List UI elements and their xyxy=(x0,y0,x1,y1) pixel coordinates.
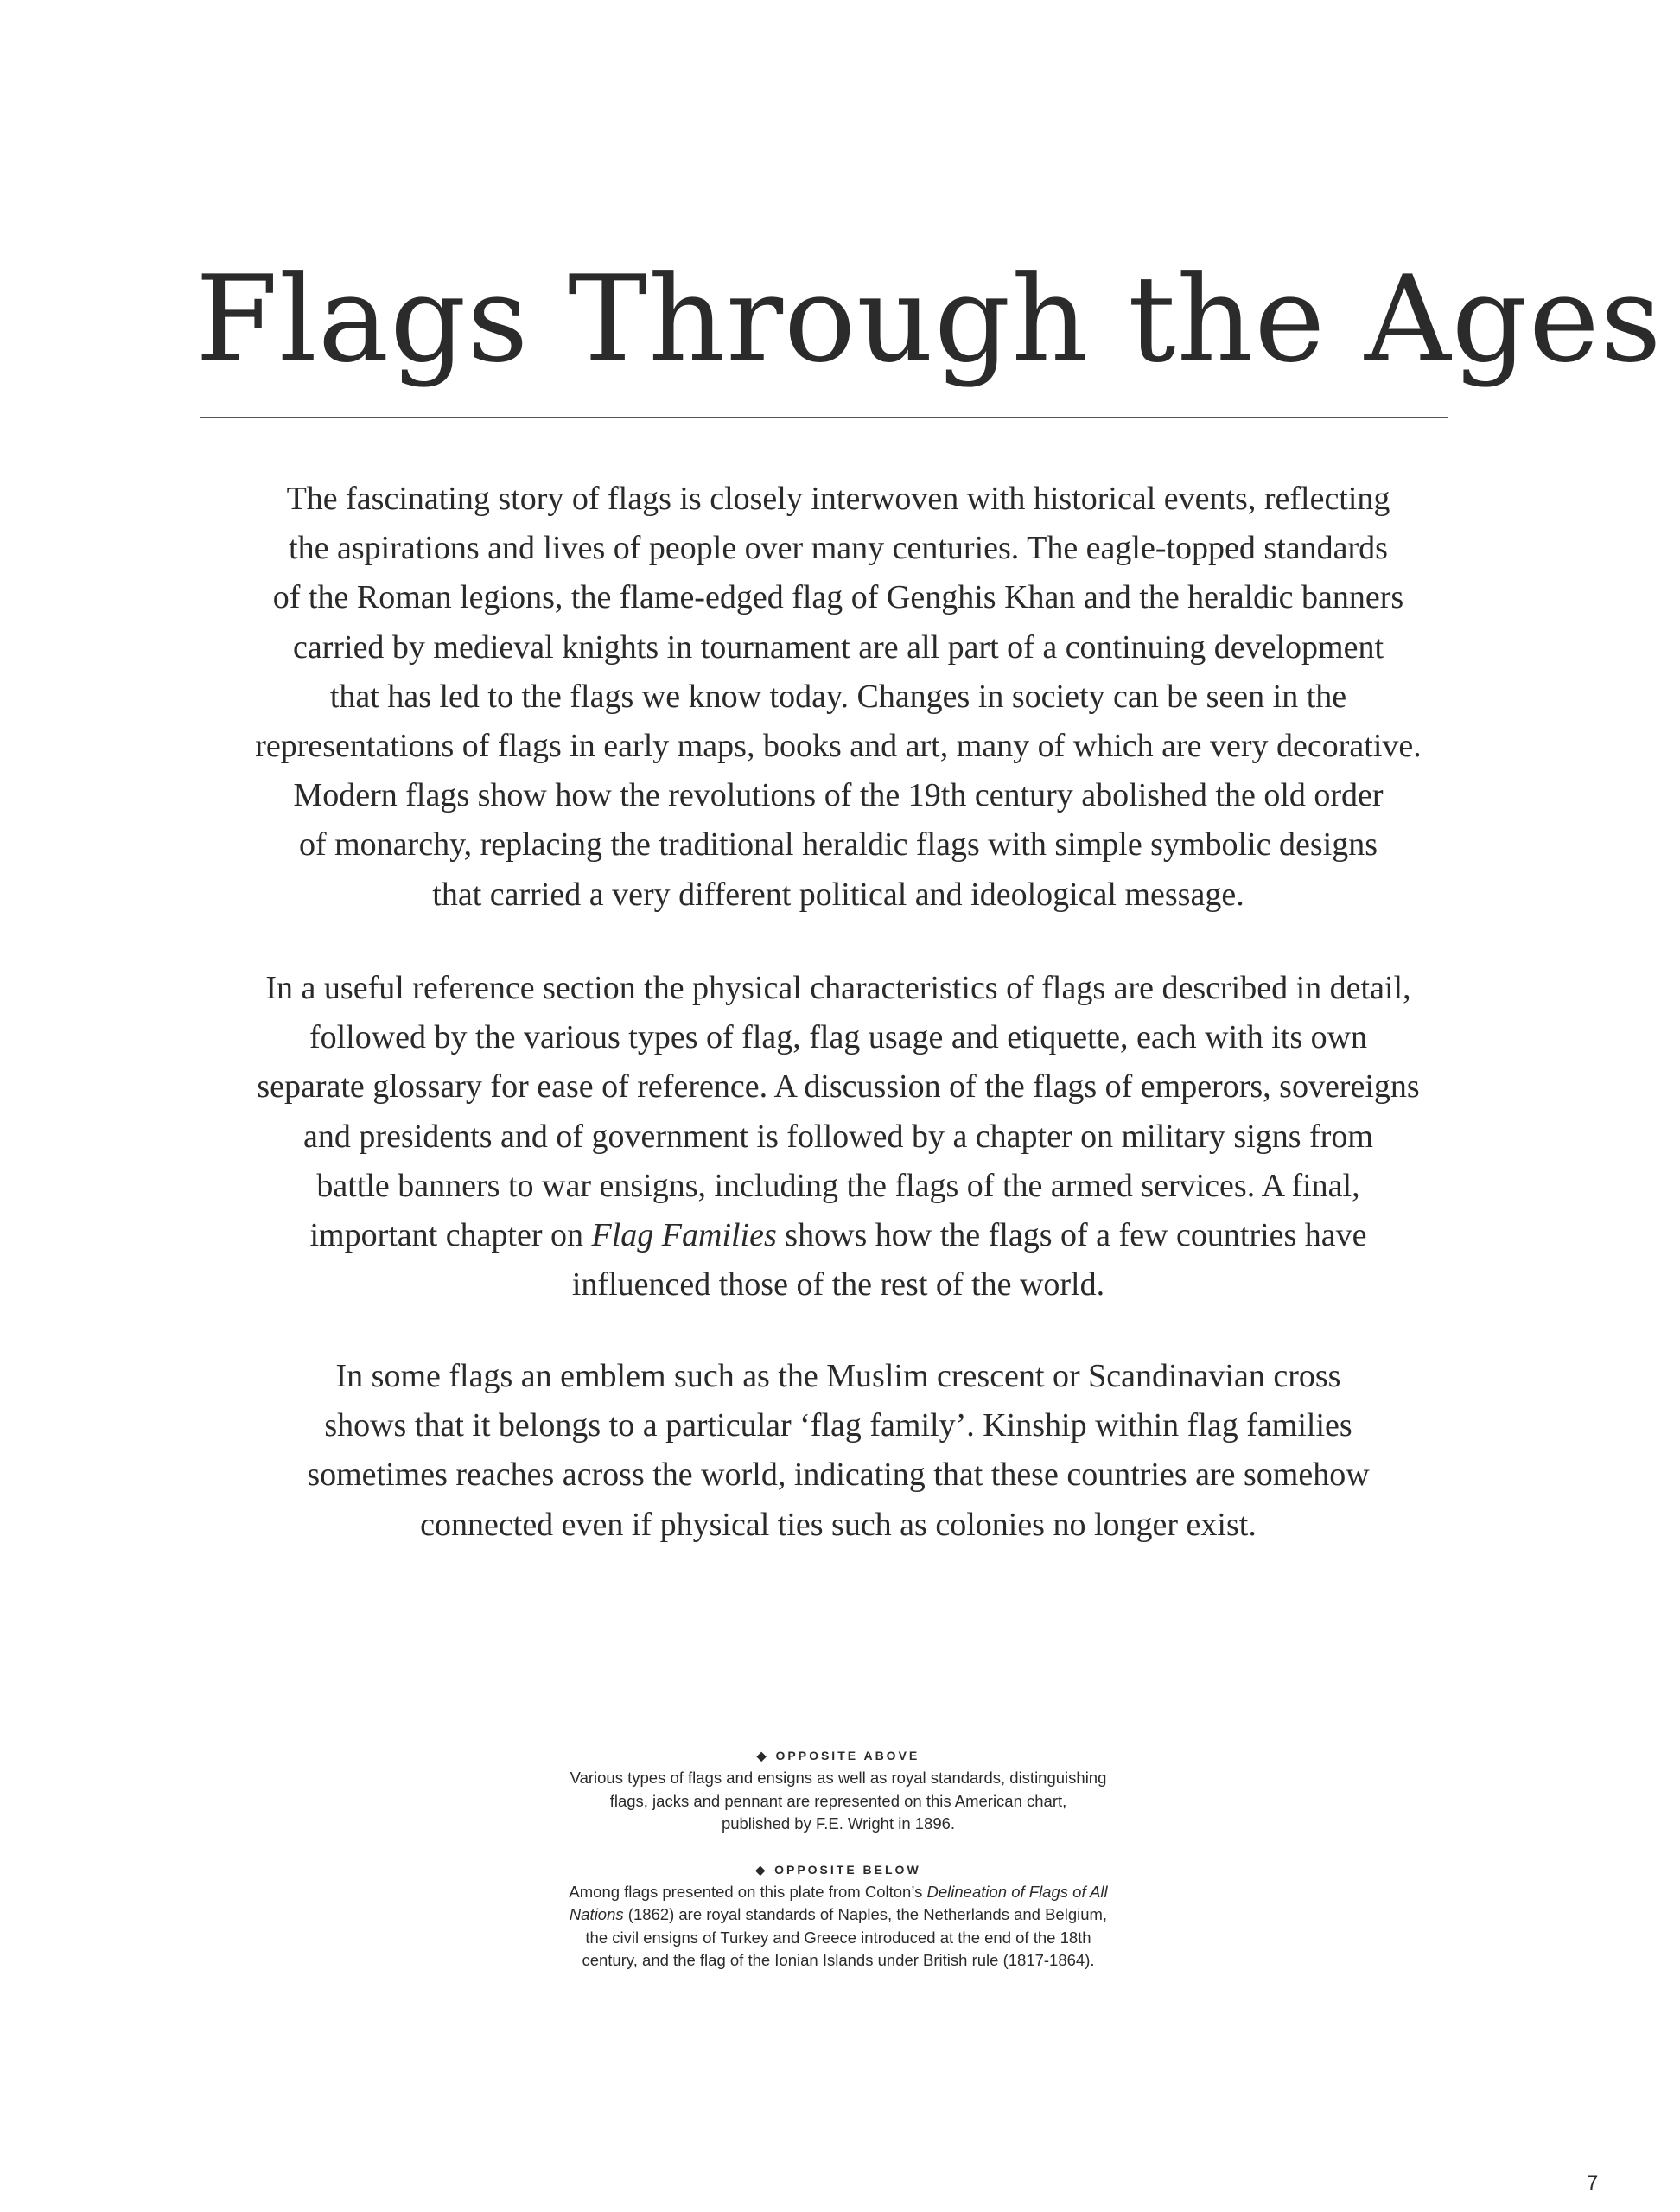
text-line: Modern flags show how the revolutions of the 19th century abolished the old order xyxy=(293,777,1384,814)
caption-line: flags, jacks and pennant are represented on this American chart, xyxy=(609,1791,1067,1810)
caption-heading-text: OPPOSITE BELOW xyxy=(774,1862,921,1877)
text-segment: Among flags presented on this plate from Colton’s xyxy=(569,1882,927,1901)
text-line: separate glossary for ease of reference. A discussion of the flags of emperors, sovereigns xyxy=(257,1068,1420,1106)
text-segment: (1862) are royal standards of Naples, the Netherlands and Belgium, xyxy=(623,1905,1108,1923)
intro-paragraph-2 xyxy=(199,964,1478,1346)
text-line: carried by medieval knights in tournament are all part of a continuing development xyxy=(292,628,1384,666)
caption-heading xyxy=(493,1744,1184,1767)
text-line: of the Roman legions, the flame-edged flag of Genghis Khan and the heraldic banners xyxy=(272,579,1404,616)
caption-line: century, and the flag of the Ionian Islands under British rule (1817-1864). xyxy=(582,1951,1095,1969)
text-line: influenced those of the rest of the world. xyxy=(571,1266,1105,1304)
diamond-bullet-icon: ◆ xyxy=(755,1862,768,1877)
caption-heading-text: OPPOSITE ABOVE xyxy=(775,1749,920,1763)
text-line: followed by the various types of flag, flag usage and etiquette, each with its own xyxy=(309,1019,1368,1056)
text-line: In a useful reference section the physical characteristics of flags are described in detail, xyxy=(265,970,1411,1006)
book-chapter-title: Flag Families xyxy=(591,1217,777,1254)
text-segment: shows how the flags of a few countries have xyxy=(776,1217,1367,1254)
intro-paragraph-1 xyxy=(199,475,1478,956)
diamond-bullet-icon: ◆ xyxy=(756,1749,769,1763)
text-line: the aspirations and lives of people over many centuries. The eagle-topped standards xyxy=(289,530,1388,567)
page-title: Flags Through the Ages xyxy=(195,250,1663,389)
caption-line: published by F.E. Wright in 1896. xyxy=(721,1814,956,1833)
text-line: battle banners to war ensigns, including the flags of the armed services. A final, xyxy=(316,1167,1360,1204)
text-line: The fascinating story of flags is closely interwoven with historical events, reflecting xyxy=(286,481,1390,517)
caption-opposite-above xyxy=(493,1744,1184,1836)
caption-line: Various types of flags and ensigns as well as royal standards, distinguishing xyxy=(570,1769,1107,1787)
book-title: Nations xyxy=(569,1905,624,1923)
text-line: In some flags an emblem such as the Muslim crescent or Scandinavian cross xyxy=(335,1358,1341,1394)
caption-heading xyxy=(493,1858,1184,1881)
text-line: sometimes reaches across the world, indicating that these countries are somehow xyxy=(307,1457,1370,1494)
text-line xyxy=(199,1211,1478,1260)
text-line: of monarchy, replacing the traditional heraldic flags with simple symbolic designs xyxy=(298,826,1378,864)
caption-column xyxy=(493,1744,1184,1995)
text-line: representations of flags in early maps, books and art, many of which are very decorative. xyxy=(255,728,1422,765)
page-number: 7 xyxy=(1587,2171,1599,2195)
title-rule xyxy=(200,417,1448,418)
text-line: connected even if physical ties such as colonies no longer exist. xyxy=(420,1506,1257,1543)
caption-opposite-below xyxy=(493,1858,1184,1973)
intro-paragraph-3 xyxy=(199,1352,1478,1586)
text-line: and presidents and of government is followed by a chapter on military signs from xyxy=(303,1118,1373,1155)
book-title: Delineation of Flags of All xyxy=(926,1882,1108,1901)
text-line: that carried a very different political and ideological message. xyxy=(432,876,1244,913)
text-line: that has led to the flags we know today. Changes in society can be seen in the xyxy=(329,678,1347,715)
caption-line xyxy=(493,1881,1184,1904)
text-segment: important chapter on xyxy=(309,1217,592,1254)
text-line: shows that it belongs to a particular ‘flag family’. Kinship within flag families xyxy=(324,1407,1352,1444)
caption-line xyxy=(493,1903,1184,1927)
caption-line: the civil ensigns of Turkey and Greece introduced at the end of the 18th xyxy=(585,1928,1091,1947)
